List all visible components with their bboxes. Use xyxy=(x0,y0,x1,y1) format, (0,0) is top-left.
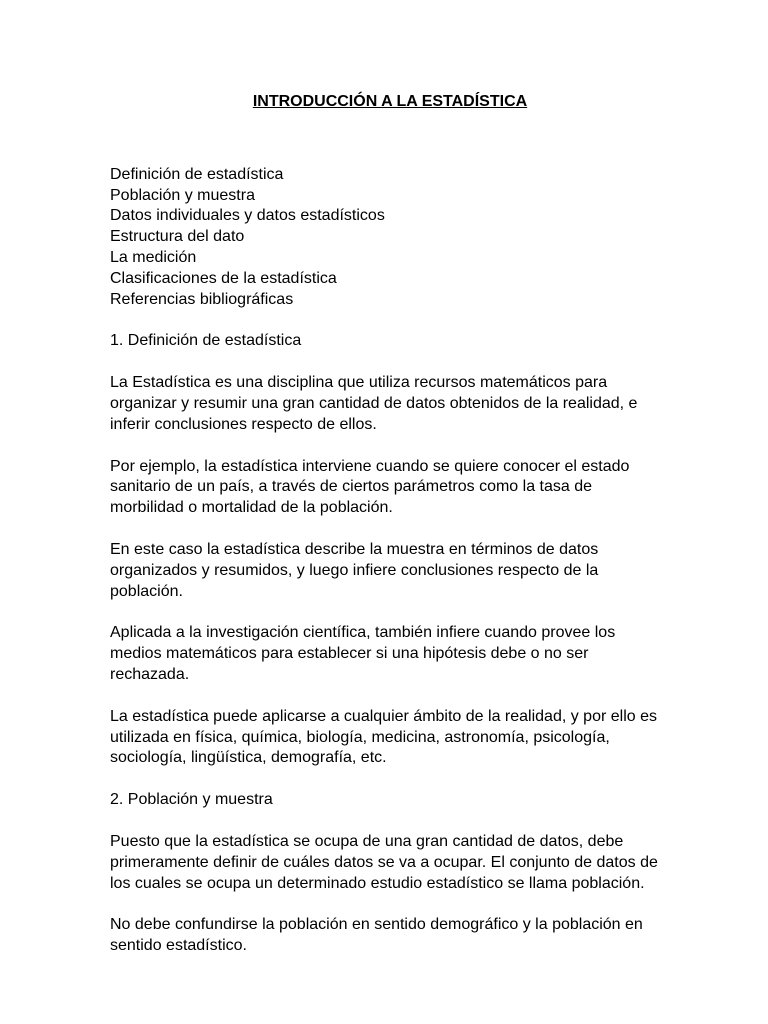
toc-item: Datos individuales y datos estadísticos xyxy=(110,207,385,225)
toc-item: Estructura del dato xyxy=(110,228,245,246)
toc-item: Definición de estadística xyxy=(110,165,284,183)
toc-item: La medición xyxy=(110,248,197,266)
toc-item: Referencias bibliográficas xyxy=(110,290,294,308)
paragraph: Puesto que la estadística se ocupa de una gran cantidad de datos, debe primeramente definir de cuáles datos se va a ocupar. El conjunto de datos de los cuales se ocupa un determinado estudio estadístico se llama población. xyxy=(110,832,658,892)
section-heading-poblacion: 2. Población y muestra xyxy=(110,791,273,809)
paragraph: Aplicada a la investigación científica, también infiere cuando provee los medios matemáticos para establecer si una hipótesis debe o no ser rechazada. xyxy=(110,624,616,683)
paragraph: En este caso la estadística describe la muestra en términos de datos organizados y resumidos, y luego infiere conclusiones respecto de la población. xyxy=(110,540,599,600)
table-of-contents xyxy=(110,165,670,311)
paragraph: La estadística puede aplicarse a cualquier ámbito de la realidad, y por ello es utilizada en física, química, biología, medicina, astronomía, psicología, sociología, lingüística, demografía, etc. xyxy=(110,707,657,767)
section-heading-definicion: 1. Definición de estadística xyxy=(110,332,302,350)
toc-item: Población y muestra xyxy=(110,186,255,204)
paragraph: Por ejemplo, la estadística interviene cuando se quiere conocer el estado sanitario de un país, a través de ciertos parámetros como la tasa de morbilidad o mortalidad de la población. xyxy=(110,457,630,517)
document-title: INTRODUCCIÓN A LA ESTADÍSTICA xyxy=(252,93,528,110)
paragraph: No debe confundirse la población en sentido demográfico y la población en sentido estadístico. xyxy=(110,916,643,955)
toc-item: Clasificaciones de la estadística xyxy=(110,269,337,287)
document-page xyxy=(110,92,670,978)
paragraph: La Estadística es una disciplina que utiliza recursos matemáticos para organizar y resumir una gran cantidad de datos obtenidos de la realidad, e inferir conclusiones respecto de ellos. xyxy=(110,374,638,433)
